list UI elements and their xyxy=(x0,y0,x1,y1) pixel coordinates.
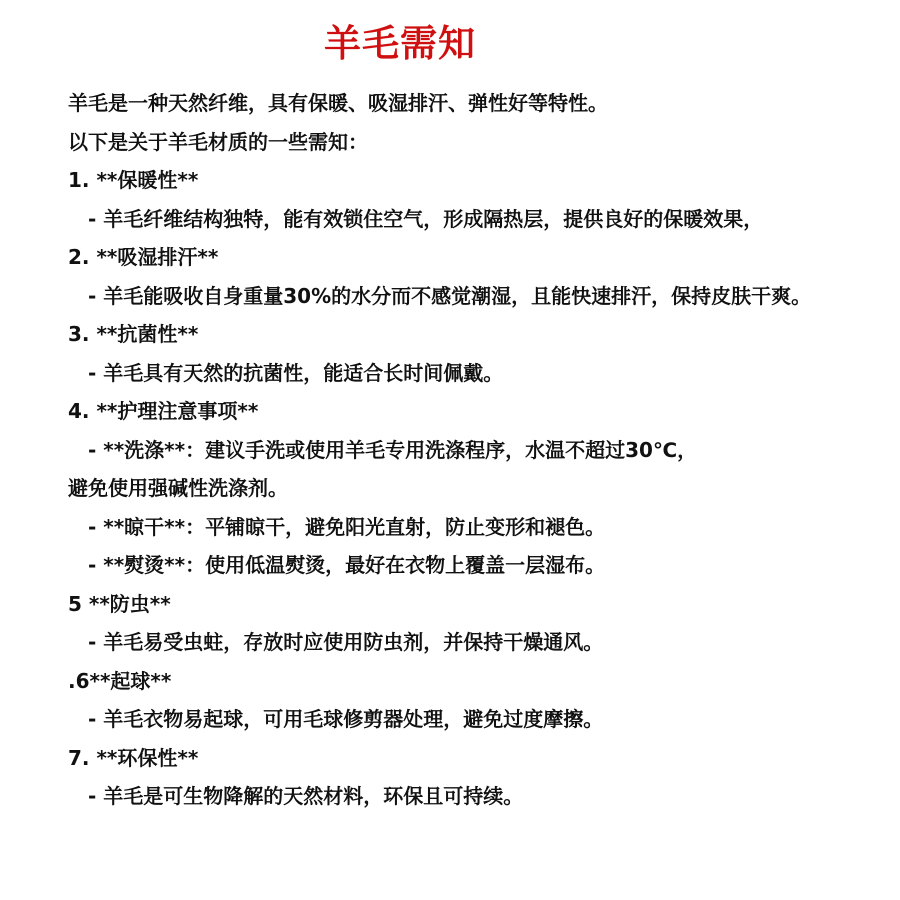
section-heading-antibacterial: 3. **抗菌性** xyxy=(68,322,199,346)
section-heading-moth: 5 **防虫** xyxy=(68,591,171,616)
section-heading-moisture: 2. **吸湿排汗** xyxy=(68,245,219,269)
section-item: - 羊毛纤维结构独特，能有效锁住空气，形成隔热层，提供良好的保暖效果， xyxy=(88,206,764,231)
page-title: 羊毛需知 xyxy=(324,22,476,65)
section-item: - 羊毛衣物易起球，可用毛球修剪器处理，避免过度摩擦。 xyxy=(88,707,604,731)
section-item-continuation: 避免使用强碱性洗涤剂。 xyxy=(68,476,288,500)
section-item: - 羊毛是可生物降解的天然材料，环保且可持续。 xyxy=(88,784,524,808)
section-heading-care: 4. **护理注意事项** xyxy=(68,399,259,423)
section-heading-eco: 7. **环保性** xyxy=(68,745,199,770)
intro-line: 羊毛是一种天然纤维，具有保暖、吸湿排汗、弹性好等特性。 xyxy=(68,91,608,115)
document-body xyxy=(68,84,888,816)
intro-line: 以下是关于羊毛材质的一些需知： xyxy=(68,129,368,154)
section-heading-pilling: .6**起球** xyxy=(68,668,172,693)
section-heading-warmth: 1. **保暖性** xyxy=(68,168,199,192)
section-item: - 羊毛易受虫蛀，存放时应使用防虫剂，并保持干燥通风。 xyxy=(88,630,604,654)
section-item: - **熨烫**：使用低温熨烫，最好在衣物上覆盖一层湿布。 xyxy=(88,553,606,577)
section-item: - 羊毛能吸收自身重量30%的水分而不感觉潮湿，且能快速排汗，保持皮肤干爽。 xyxy=(88,283,812,308)
section-item: - **洗涤**：建议手洗或使用羊毛专用洗涤程序，水温不超过30℃， xyxy=(88,437,698,462)
section-item: - 羊毛具有天然的抗菌性，能适合长时间佩戴。 xyxy=(88,360,504,385)
section-item: - **晾干**：平铺晾干，避免阳光直射，防止变形和褪色。 xyxy=(88,514,606,539)
